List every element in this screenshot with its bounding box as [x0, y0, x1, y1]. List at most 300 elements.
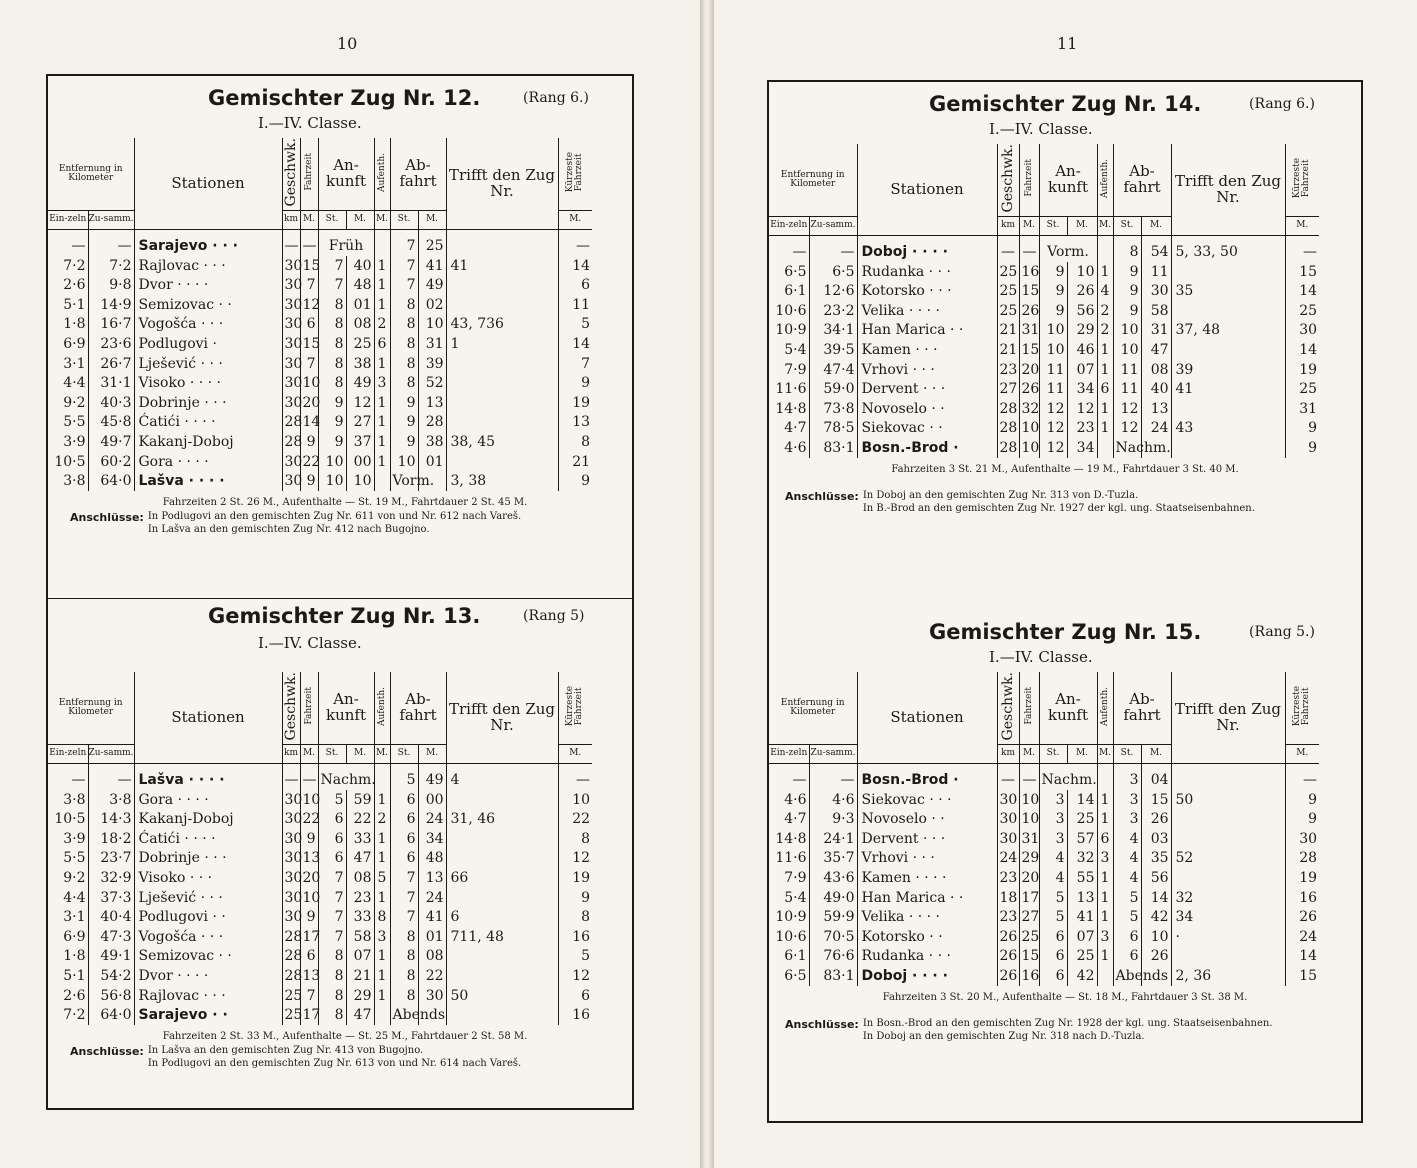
table-cell: —: [1019, 764, 1039, 790]
table-cell: 59·0: [809, 379, 857, 399]
anschluss-line: In Doboj an den gemischten Zug Nr. 313 von D.-Tuzla.: [862, 490, 1139, 502]
table-cell: 8: [1113, 236, 1141, 262]
table-cell: 64·0: [88, 471, 134, 491]
table-row: [769, 321, 1319, 341]
table-cell: 8: [390, 295, 418, 315]
table-cell: Vogošća · · ·: [134, 315, 282, 335]
table-cell: 31·1: [88, 373, 134, 393]
table-cell: 7·2: [63, 257, 86, 274]
header-m: M.: [346, 745, 374, 764]
table-cell: 10: [1067, 262, 1097, 282]
table-cell: 28: [997, 399, 1019, 419]
table-row: [769, 360, 1319, 380]
table-cell: 15: [1019, 281, 1039, 301]
table-cell: 12·6: [809, 281, 857, 301]
table-cell: 14: [300, 413, 318, 433]
table-cell: Rajlovac · · ·: [134, 256, 282, 276]
table-cell: 6: [558, 986, 592, 1006]
header-geschwk: Geschwk.: [997, 672, 1019, 745]
table-cell: 34: [1171, 907, 1285, 927]
table-cell: 12: [558, 849, 592, 869]
table-cell: 30: [282, 354, 300, 374]
table-cell: Han Marica · ·: [857, 888, 997, 908]
table-cell: 7: [318, 868, 346, 888]
table-cell: 27: [1019, 907, 1039, 927]
header-m: M.: [1285, 745, 1319, 764]
table-cell: [1171, 764, 1285, 790]
table-cell: 30: [282, 295, 300, 315]
header-m: M.: [1141, 217, 1171, 236]
table-cell: 7: [300, 354, 318, 374]
header-stationen: Stationen: [134, 138, 282, 230]
table-cell: [446, 393, 558, 413]
table-row: [48, 315, 592, 335]
header-trifft: Trifft den Zug Nr.: [446, 138, 558, 230]
table-cell: Dvor · · · ·: [134, 275, 282, 295]
table-cell: 54·2: [88, 966, 134, 986]
table-cell: 3: [374, 373, 390, 393]
table-cell: 10·5: [54, 811, 86, 828]
table-cell: 16: [558, 1005, 592, 1025]
table-cell: —: [1285, 236, 1319, 262]
table-cell: 1: [374, 452, 390, 472]
header-abfahrt: Ab-fahrt: [1113, 144, 1171, 217]
table-row: [48, 764, 592, 790]
table-cell: 03: [1141, 829, 1171, 849]
table-cell: —: [997, 236, 1019, 262]
table-cell: 1: [374, 829, 390, 849]
header-m: M.: [1067, 217, 1097, 236]
table-cell: 8: [558, 829, 592, 849]
table-cell: 8: [390, 927, 418, 947]
table-cell: 43, 736: [446, 315, 558, 335]
table-row: [48, 452, 592, 472]
table-cell: 47: [346, 1005, 374, 1025]
table-cell: 18: [997, 888, 1019, 908]
timetable: [48, 672, 592, 1025]
table-cell: 9: [318, 393, 346, 413]
header-aufenth: Aufenth.: [374, 672, 390, 745]
anschluesse-label: Anschlüsse:: [70, 1045, 144, 1059]
table-cell: Abends: [1113, 966, 1141, 986]
table-cell: 24: [418, 888, 446, 908]
table-cell: —: [88, 230, 134, 256]
table-cell: [1171, 947, 1285, 967]
table-cell: 10·6: [775, 302, 807, 319]
table-cell: 6: [374, 334, 390, 354]
header-stationen: Stationen: [857, 144, 997, 236]
train-title: Gemischter Zug Nr. 12.: [208, 86, 481, 110]
table-cell: 30: [282, 256, 300, 276]
table-cell: 25: [282, 986, 300, 1006]
table-cell: Bosn.-Brod ·: [857, 764, 997, 790]
table-cell: 22: [300, 452, 318, 472]
table-cell: 5: [390, 764, 418, 790]
table-cell: [1171, 262, 1285, 282]
table-cell: 8: [318, 966, 346, 986]
table-cell: 07: [346, 947, 374, 967]
table-cell: 56·8: [88, 986, 134, 1006]
table-cell: —: [300, 764, 318, 790]
table-row: [769, 790, 1319, 810]
table-cell: 1: [374, 393, 390, 413]
table-cell: 28: [282, 432, 300, 452]
table-cell: 7: [318, 927, 346, 947]
table-cell: 1·8: [63, 948, 86, 965]
table-cell: 6: [300, 315, 318, 335]
table-cell: 15: [300, 256, 318, 276]
header-entfernung: Entfernung in Kilometer: [58, 163, 123, 184]
table-cell: Kotorsko · · ·: [857, 281, 997, 301]
table-cell: 28: [997, 419, 1019, 439]
table-cell: 3: [1113, 809, 1141, 829]
table-cell: 3·9: [63, 433, 86, 450]
table-cell: 83·1: [809, 438, 857, 458]
header-stationen: Stationen: [134, 672, 282, 764]
table-cell: 6: [390, 849, 418, 869]
table-cell: 42: [1067, 966, 1097, 986]
table-cell: 7·2: [88, 256, 134, 276]
table-cell: 39·5: [809, 340, 857, 360]
table-cell: 9: [1113, 262, 1141, 282]
table-row: [48, 907, 592, 927]
anschluss-line: In Podlugovi an den gemischten Zug Nr. 611 von und Nr. 612 nach Vareš.: [147, 511, 522, 523]
table-cell: 4·7: [784, 811, 807, 828]
table-cell: 41: [446, 256, 558, 276]
table-cell: 30: [282, 471, 300, 491]
header-ankunft: An-kunft: [318, 672, 374, 745]
table-cell: 27: [346, 413, 374, 433]
table-cell: 2: [1097, 301, 1113, 321]
table-cell: 49·7: [88, 432, 134, 452]
table-cell: 28: [1285, 849, 1319, 869]
table-cell: 8: [390, 334, 418, 354]
table-cell: 7: [300, 275, 318, 295]
table-cell: 1·8: [63, 316, 86, 333]
table-cell: 70·5: [809, 927, 857, 947]
table-cell: Vorm.: [390, 471, 418, 491]
table-cell: 13: [300, 966, 318, 986]
table-cell: 25: [1285, 379, 1319, 399]
table-cell: 17: [300, 1005, 318, 1025]
table-cell: 29: [1067, 321, 1097, 341]
table-cell: 23·2: [809, 301, 857, 321]
table-cell: Lašva · · · ·: [134, 764, 282, 790]
table-cell: 26: [997, 947, 1019, 967]
train-title: Gemischter Zug Nr. 14.: [929, 92, 1202, 116]
table-cell: 49: [346, 373, 374, 393]
table-cell: [1097, 966, 1113, 986]
table-cell: 54: [1141, 236, 1171, 262]
train-rang: (Rang 5): [523, 608, 585, 624]
train-footer: [70, 1031, 620, 1071]
train-rang: (Rang 5.): [1249, 624, 1315, 640]
table-cell: 7: [558, 354, 592, 374]
table-cell: 23: [997, 360, 1019, 380]
table-cell: 1: [1097, 262, 1113, 282]
table-cell: 6: [1113, 927, 1141, 947]
table-cell: 20: [1019, 360, 1039, 380]
table-row: [48, 809, 592, 829]
table-cell: Podlugovi ·: [134, 334, 282, 354]
table-cell: [446, 888, 558, 908]
table-cell: 8: [390, 354, 418, 374]
fahrzeiten-note: Fahrzeiten 2 St. 33 M., Aufenthalte — St. 25 M., Fahrtdauer 2 St. 58 M.: [162, 1030, 528, 1042]
table-cell: 8: [318, 986, 346, 1006]
table-cell: 11: [1113, 360, 1141, 380]
table-row: [48, 829, 592, 849]
table-cell: [1171, 438, 1285, 458]
table-cell: 32: [1171, 888, 1285, 908]
table-cell: Kakanj-Doboj: [134, 432, 282, 452]
table-cell: 17: [1019, 888, 1039, 908]
table-cell: 7·9: [784, 361, 807, 378]
table-cell: 56: [1141, 868, 1171, 888]
table-cell: 26: [997, 927, 1019, 947]
table-cell: 10: [300, 373, 318, 393]
table-cell: 14: [1285, 340, 1319, 360]
table-cell: 23: [346, 888, 374, 908]
table-row: [769, 236, 1319, 262]
table-cell: Rajlovac · · ·: [134, 986, 282, 1006]
table-cell: 17: [300, 927, 318, 947]
table-cell: 9: [1039, 301, 1067, 321]
anschluss-line: In Doboj an den gemischten Zug Nr. 318 nach D.-Tuzla.: [862, 1030, 1145, 1042]
header-aufenth: Aufenth.: [1097, 144, 1113, 217]
header-m: M.: [1285, 217, 1319, 236]
table-cell: 14: [1285, 947, 1319, 967]
table-cell: Novoselo · ·: [857, 809, 997, 829]
header-trifft: Trifft den Zug Nr.: [1171, 144, 1285, 236]
table-cell: 1: [1097, 907, 1113, 927]
table-cell: 07: [1067, 360, 1097, 380]
table-cell: 9: [1039, 262, 1067, 282]
table-cell: 52: [418, 373, 446, 393]
table-cell: 14: [1141, 888, 1171, 908]
table-cell: 41: [418, 256, 446, 276]
table-cell: 23: [997, 907, 1019, 927]
header-km: km: [282, 745, 300, 764]
table-cell: [446, 790, 558, 810]
table-cell: 30: [997, 809, 1019, 829]
table-cell: 4: [1039, 868, 1067, 888]
table-cell: 8: [558, 907, 592, 927]
table-cell: 30: [282, 315, 300, 335]
table-cell: 31: [418, 334, 446, 354]
header-kuerzeste: Kürzeste Fahrzeit: [558, 138, 592, 211]
table-cell: [446, 275, 558, 295]
table-row: [769, 888, 1319, 908]
table-row: [48, 275, 592, 295]
table-cell: 30: [282, 334, 300, 354]
table-cell: [1097, 438, 1113, 458]
table-cell: 25: [418, 230, 446, 256]
train-classe: I.—IV. Classe.: [258, 114, 362, 132]
table-cell: Kakanj-Doboj: [134, 809, 282, 829]
table-cell: 48: [418, 849, 446, 869]
table-cell: 30: [282, 829, 300, 849]
table-cell: 1: [374, 986, 390, 1006]
table-row: [48, 256, 592, 276]
table-cell: 30: [997, 829, 1019, 849]
table-cell: 08: [346, 315, 374, 335]
table-cell: —: [88, 764, 134, 790]
header-geschwk: Geschwk.: [282, 138, 300, 211]
table-cell: 30: [1285, 829, 1319, 849]
table-cell: 30: [282, 790, 300, 810]
anschluesse-label: Anschlüsse:: [70, 511, 144, 525]
table-cell: 1: [374, 947, 390, 967]
table-cell: 01: [418, 452, 446, 472]
table-cell: 6·1: [784, 283, 807, 300]
table-cell: 28: [418, 413, 446, 433]
table-row: [48, 413, 592, 433]
header-zusamm: Zu-samm.: [88, 745, 134, 764]
table-cell: 31: [1019, 829, 1039, 849]
table-cell: 38: [346, 354, 374, 374]
table-cell: 40: [1141, 379, 1171, 399]
table-cell: Nachm.: [1113, 438, 1141, 458]
table-cell: 9: [1039, 281, 1067, 301]
table-cell: 10: [558, 790, 592, 810]
table-cell: 10: [1019, 438, 1039, 458]
table-cell: 38: [418, 432, 446, 452]
table-cell: Kamen · · ·: [857, 340, 997, 360]
table-cell: Bosn.-Brod ·: [857, 438, 997, 458]
table-cell: 39: [1171, 360, 1285, 380]
table-cell: 8: [318, 373, 346, 393]
table-cell: 30: [282, 868, 300, 888]
table-row: [48, 295, 592, 315]
table-cell: [446, 849, 558, 869]
table-cell: [446, 354, 558, 374]
table-cell: 5·5: [63, 850, 86, 867]
table-cell: 8: [390, 947, 418, 967]
table-cell: 14: [1285, 281, 1319, 301]
train-rang: (Rang 6.): [523, 90, 589, 106]
table-cell: 24·1: [809, 829, 857, 849]
table-cell: 26: [1019, 301, 1039, 321]
table-row: [48, 927, 592, 947]
table-cell: 12: [1039, 438, 1067, 458]
table-cell: 6: [1039, 927, 1067, 947]
table-cell: 00: [346, 452, 374, 472]
header-abfahrt: Ab-fahrt: [390, 138, 446, 211]
table-cell: 24: [1141, 419, 1171, 439]
table-cell: 50: [1171, 790, 1285, 810]
table-cell: 30: [1285, 321, 1319, 341]
table-cell: 30: [282, 452, 300, 472]
table-cell: 4·6: [784, 439, 807, 456]
table-cell: 26: [1141, 947, 1171, 967]
header-fahrzeit: Fahrzeit: [300, 672, 318, 745]
table-cell: 7·9: [784, 869, 807, 886]
table-cell: 5: [374, 868, 390, 888]
table-cell: 10: [300, 790, 318, 810]
table-cell: 9: [1285, 438, 1319, 458]
table-cell: 9: [300, 432, 318, 452]
table-cell: 30: [418, 986, 446, 1006]
table-cell: 43: [1171, 419, 1285, 439]
table-cell: 30: [282, 275, 300, 295]
table-cell: 1: [374, 966, 390, 986]
table-cell: 10: [1039, 321, 1067, 341]
header-st: St.: [318, 211, 346, 230]
table-cell: 9·2: [63, 394, 86, 411]
table-cell: 8: [390, 373, 418, 393]
table-cell: Siekovac · · ·: [857, 790, 997, 810]
table-cell: 10: [1019, 809, 1039, 829]
table-cell: 14·8: [775, 830, 807, 847]
table-cell: 4·6: [784, 791, 807, 808]
table-cell: 26: [1067, 281, 1097, 301]
train-title: Gemischter Zug Nr. 15.: [929, 620, 1202, 644]
header-entfernung: Entfernung in Kilometer: [58, 697, 123, 718]
table-cell: 16: [558, 927, 592, 947]
table-cell: Semizovac · ·: [134, 295, 282, 315]
table-cell: —: [792, 771, 807, 788]
table-cell: [446, 295, 558, 315]
table-cell: 25: [997, 281, 1019, 301]
table-row: [769, 849, 1319, 869]
table-cell: 12: [1113, 399, 1141, 419]
header-zusamm: Zu-samm.: [809, 745, 857, 764]
table-cell: Vrhovi · · ·: [857, 360, 997, 380]
table-cell: —: [558, 230, 592, 256]
table-row: [769, 868, 1319, 888]
table-cell: 12: [1113, 419, 1141, 439]
table-cell: 1: [1097, 340, 1113, 360]
table-cell: 14: [1067, 790, 1097, 810]
table-cell: 40·4: [88, 907, 134, 927]
table-cell: 6: [1113, 947, 1141, 967]
table-cell: 2, 36: [1171, 966, 1285, 986]
anschluss-line: In Lašva an den gemischten Zug Nr. 412 nach Bugojno.: [147, 523, 430, 535]
table-cell: 3·9: [63, 830, 86, 847]
table-cell: 20: [300, 393, 318, 413]
table-cell: 2: [374, 809, 390, 829]
timetable-frame-left: [46, 74, 634, 1110]
table-cell: 6: [1039, 947, 1067, 967]
table-cell: —: [71, 771, 86, 788]
table-cell: 10·9: [775, 909, 807, 926]
table-cell: 1: [1097, 419, 1113, 439]
table-cell: 14·3: [88, 809, 134, 829]
header-m: M.: [300, 745, 318, 764]
table-cell: [446, 230, 558, 256]
table-cell: 1: [374, 849, 390, 869]
table-cell: 3, 38: [446, 471, 558, 491]
table-cell: 7: [390, 275, 418, 295]
table-cell: 32·9: [88, 868, 134, 888]
table-cell: Kamen · · · ·: [857, 868, 997, 888]
table-row: [48, 432, 592, 452]
table-cell: [1171, 809, 1285, 829]
table-cell: 5·1: [63, 967, 86, 984]
table-cell: 8: [558, 432, 592, 452]
table-cell: 66: [446, 868, 558, 888]
table-cell: 9: [558, 373, 592, 393]
table-cell: —: [282, 230, 300, 256]
page-number-left: 10: [337, 34, 358, 53]
table-cell: 29: [1019, 849, 1039, 869]
table-cell: 5·1: [63, 296, 86, 313]
table-cell: 64·0: [88, 1005, 134, 1025]
table-cell: 50: [446, 986, 558, 1006]
header-zusamm: Zu-samm.: [88, 211, 134, 230]
table-cell: 6: [390, 790, 418, 810]
table-cell: 25: [997, 262, 1019, 282]
